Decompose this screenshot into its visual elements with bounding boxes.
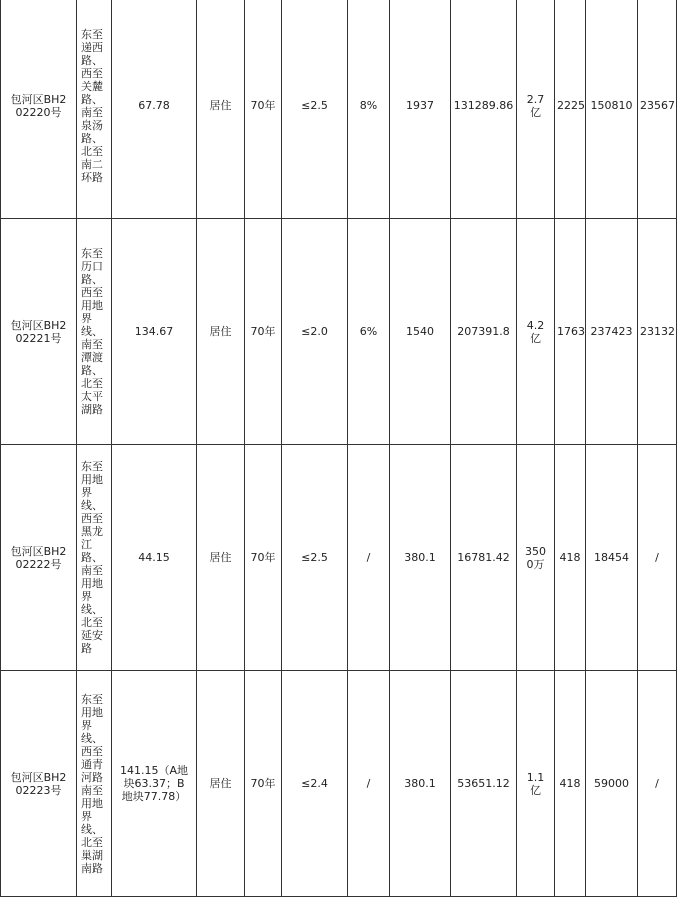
- parcel-col12: 23567: [638, 0, 677, 219]
- parcel-far: ≤2.0: [282, 219, 348, 445]
- parcel-area: 141.15（A地块63.37；B地块77.78）: [112, 671, 197, 897]
- parcel-term: 70年: [245, 219, 282, 445]
- parcel-term: 70年: [245, 0, 282, 219]
- parcel-total: 16781.42: [451, 445, 517, 671]
- parcel-use: 居住: [197, 0, 245, 219]
- parcel-total: 207391.8: [451, 219, 517, 445]
- parcel-rate: 8%: [348, 0, 390, 219]
- parcel-name: 包河区BH202223号: [1, 671, 77, 897]
- parcel-col11: 237423: [586, 219, 638, 445]
- parcel-far: ≤2.5: [282, 445, 348, 671]
- parcel-use: 居住: [197, 445, 245, 671]
- parcel-area: 44.15: [112, 445, 197, 671]
- parcel-name: 包河区BH202221号: [1, 219, 77, 445]
- parcel-name: 包河区BH202220号: [1, 0, 77, 219]
- parcel-use: 居住: [197, 219, 245, 445]
- parcel-use: 居住: [197, 671, 245, 897]
- parcel-rate: /: [348, 445, 390, 671]
- table-row: [1, 445, 677, 671]
- parcel-area: 134.67: [112, 219, 197, 445]
- parcel-location: 东至递西路、西至关麓路、南至泉汤路、北至南二环路: [77, 0, 112, 219]
- parcel-rate: /: [348, 671, 390, 897]
- parcel-money: 4.2亿: [517, 219, 555, 445]
- parcel-col10: 2225: [555, 0, 586, 219]
- parcel-term: 70年: [245, 445, 282, 671]
- parcel-col10: 418: [555, 671, 586, 897]
- table-row: [1, 219, 677, 445]
- table-row: [1, 0, 677, 219]
- parcel-far: ≤2.4: [282, 671, 348, 897]
- parcel-term: 70年: [245, 671, 282, 897]
- parcel-money: 3500万: [517, 445, 555, 671]
- parcel-price: 1540: [390, 219, 451, 445]
- parcel-col12: /: [638, 445, 677, 671]
- parcel-money: 1.1亿: [517, 671, 555, 897]
- parcel-total: 53651.12: [451, 671, 517, 897]
- parcel-location: 东至用地界线、西至通青河路南至用地界线、北至巢湖南路: [77, 671, 112, 897]
- parcel-location: 东至用地界线、西至黑龙江路、南至用地界线、北至延安路: [77, 445, 112, 671]
- parcel-name: 包河区BH202222号: [1, 445, 77, 671]
- parcel-money: 2.7亿: [517, 0, 555, 219]
- parcel-price: 380.1: [390, 671, 451, 897]
- parcel-location: 东至历口路、西至用地界线、南至潭渡路、北至太平湖路: [77, 219, 112, 445]
- parcel-col10: 1763: [555, 219, 586, 445]
- parcel-col10: 418: [555, 445, 586, 671]
- parcel-col12: /: [638, 671, 677, 897]
- parcel-far: ≤2.5: [282, 0, 348, 219]
- parcel-col12: 23132: [638, 219, 677, 445]
- parcel-total: 131289.86: [451, 0, 517, 219]
- parcel-area: 67.78: [112, 0, 197, 219]
- parcel-price: 1937: [390, 0, 451, 219]
- table-row: [1, 671, 677, 897]
- parcel-rate: 6%: [348, 219, 390, 445]
- parcel-col11: 59000: [586, 671, 638, 897]
- parcel-col11: 18454: [586, 445, 638, 671]
- parcel-price: 380.1: [390, 445, 451, 671]
- parcel-col11: 150810: [586, 0, 638, 219]
